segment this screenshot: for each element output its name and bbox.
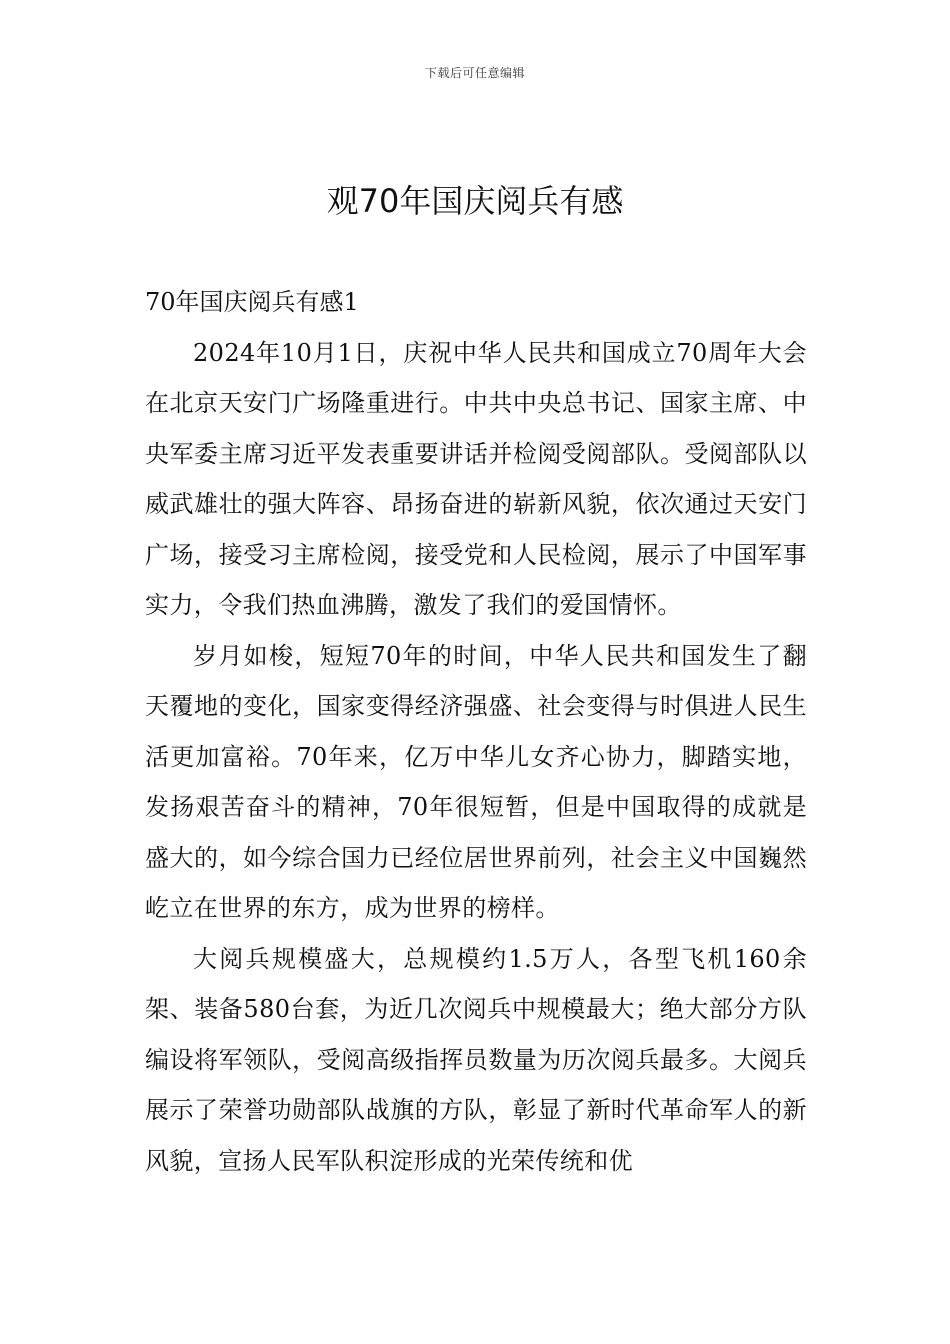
- paragraph-2: 岁月如梭，短短70年的时间，中华人民共和国发生了翻天覆地的变化，国家变得经济强盛、社会变得与时俱进人民生活更加富裕。70年来，亿万中华儿女齐心协力，脚踏实地，发扬艰苦奋斗的精神，70年很短暂，但是中国取得的成就是盛大的，如今综合国力已经位居世界前列，社会主义中国巍然屹立在世界的东方，成为世界的榜样。: [145, 641, 807, 922]
- paragraph-1: 2024年10月1日，庆祝中华人民共和国成立70周年大会在北京天安门广场隆重进行。中共中央总书记、国家主席、中央军委主席习近平发表重要讲话并检阅受阅部队。受阅部队以威武雄壮的强大阵容、昂扬奋进的崭新风貌，依次通过天安门广场，接受习主席检阅，接受党和人民检阅，展示了中国军事实力，令我们热血沸腾，激发了我们的爱国情怀。: [145, 338, 807, 619]
- document-title: 观70年国庆阅兵有感: [326, 182, 624, 220]
- header-note: 下载后可任意编辑: [424, 66, 525, 80]
- section-subtitle: 70年国庆阅兵有感1: [145, 288, 359, 316]
- document-body: [145, 277, 807, 1186]
- paragraph-3: 大阅兵规模盛大，总规模约1.5万人，各型飞机160余架、装备580台套，为近几次阅兵中规模最大；绝大部分方队编设将军领队，受阅高级指挥员数量为历次阅兵最多。大阅兵展示了荣誉功勋部队战旗的方队，彰显了新时代革命军人的新风貌，宣扬人民军队积淀形成的光荣传统和优: [145, 944, 807, 1175]
